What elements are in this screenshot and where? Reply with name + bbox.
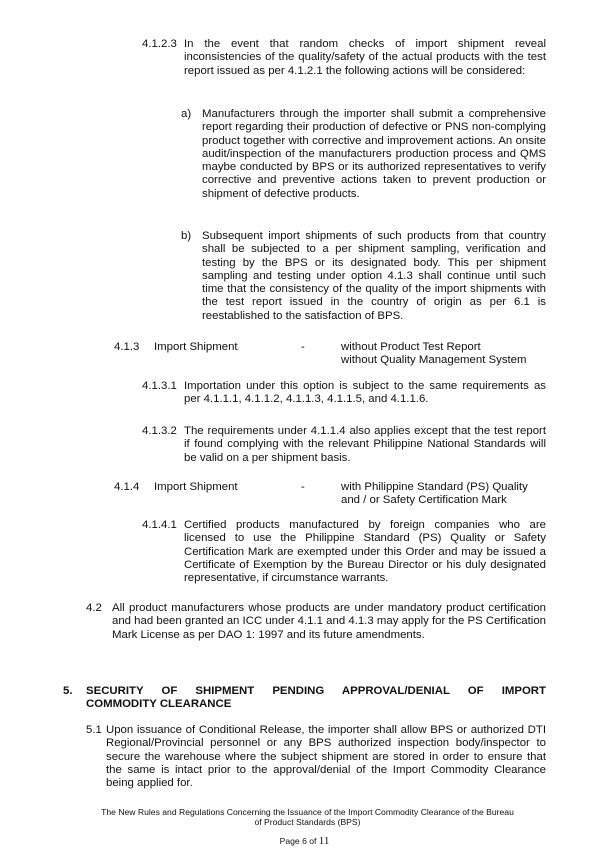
item-text-a: Manufacturers through the importer shall submit a comprehensive report regarding their production of defective or PNS non-complying product together with corrective and improvement actions. An onsite audit/inspection of the manufacturers production process and QMS maybe conducted by BPS or its authorized representatives to verify corrective and preventive actions taken to prevent production or shipment of defective products. [202, 108, 546, 200]
section-number-4-1-2-3: 4.1.2.3 [142, 38, 177, 50]
section-number-4-1-3-1: 4.1.3.1 [142, 380, 177, 392]
item-label-a: a) [181, 108, 192, 120]
section-text-4-1-3-1: Importation under this option is subject to the same requirements as per 4.1.1.1, 4.1.1.2, 4.1.1.3, 4.1.1.5, and 4.1.1.6. [184, 380, 546, 406]
section-number-4-1-3-2: 4.1.3.2 [142, 425, 177, 437]
section-text-4-1-2-3: In the event that random checks of import shipment reveal inconsistencies of the quality/safety of the actual products with the test report issued as per 4.1.2.1 the following actions will be considered: [184, 38, 546, 77]
section-text-4-2: All product manufacturers whose products are under mandatory product certification and had been granted an ICC under 4.1.1 and 4.1.3 may apply for the PS Certification Mark License as per DAO 1: 1997 and its future amendments. [112, 602, 546, 641]
section-number-4-2: 4.2 [86, 602, 102, 614]
item-text-b: Subsequent import shipments of such products from that country shall be subjected to a per shipment sampling, verification and testing by the BPS or its designated body. This per shipment sampling and testing under option 4.1.3 shall continue until such time that the consistency of the quality of the import shipments with the test report issued in the country of origin as per 6.1 is reestablished to the satisfaction of BPS. [202, 230, 546, 322]
section-title-4-1-4: Import Shipment [154, 481, 238, 493]
footer-document-title [60, 807, 555, 828]
section-text-5-1: Upon issuance of Conditional Release, the importer shall allow BPS or authorized DTI Regional/Provincial personnel or any BPS authorized inspection body/inspector to secure the warehouse where the subject shipment are stored in order to ensure that the same is intact prior to the approval/denial of the Import Commodity Clearance being applied for. [106, 724, 546, 790]
footer-line-2: of Product Standards (BPS) [254, 817, 361, 828]
section-desc-4-1-3-line2: without Quality Management System [341, 354, 527, 366]
section-number-4-1-3: 4.1.3 [114, 341, 140, 353]
section-title-4-1-3: Import Shipment [154, 341, 238, 353]
section-number-4-1-4-1: 4.1.4.1 [142, 519, 177, 531]
footer-line-1: The New Rules and Regulations Concerning the Issuance of the Import Commodity Clearance of the Bureau [101, 807, 514, 817]
heading-5-line2: COMMODITY CLEARANCE [86, 698, 232, 710]
section-desc-4-1-4-line1: with Philippine Standard (PS) Quality [341, 481, 528, 493]
section-desc-4-1-4-line2: and / or Safety Certification Mark [341, 494, 507, 506]
heading-number-5: 5. [63, 685, 73, 697]
section-dash-4-1-4: - [301, 481, 305, 493]
item-label-b: b) [181, 230, 192, 242]
section-number-4-1-4: 4.1.4 [114, 481, 140, 493]
page-number-total: 11 [318, 835, 330, 847]
section-text-4-1-4-1: Certified products manufactured by foreign companies who are licensed to use the Philippine Standard (PS) Quality or Safety Certification Mark are exempted under this Order and may be issued a Certificate of Exemption by the Bureau Director or his duly designated representative, if circumstance warrants. [184, 519, 546, 585]
page-number-prefix: Page 6 of [279, 836, 319, 846]
page-number [0, 835, 609, 847]
section-number-5-1: 5.1 [86, 724, 102, 736]
section-dash-4-1-3: - [301, 341, 305, 353]
heading-5-line1: SECURITY OF SHIPMENT PENDING APPROVAL/DENIAL OF IMPORT [86, 685, 546, 697]
section-desc-4-1-3-line1: without Product Test Report [341, 341, 481, 353]
section-text-4-1-3-2: The requirements under 4.1.1.4 also applies except that the test report if found complying with the relevant Philippine National Standards will be valid on a per shipment basis. [184, 425, 546, 464]
